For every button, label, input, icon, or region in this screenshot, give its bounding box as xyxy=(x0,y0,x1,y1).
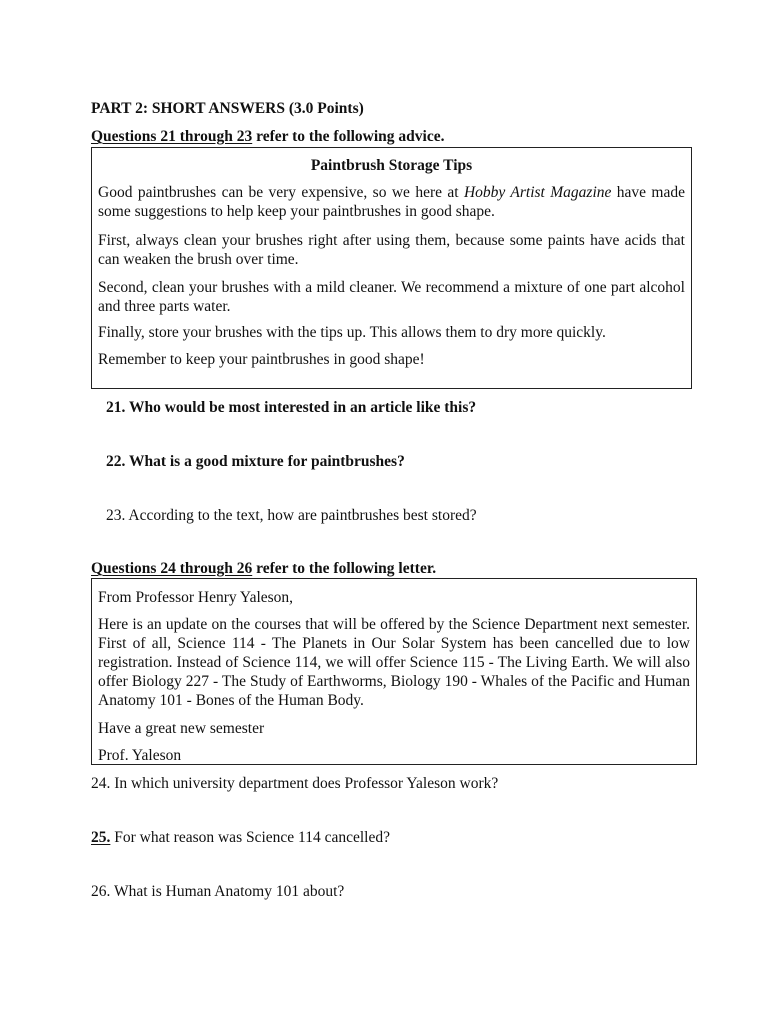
question-26: 26. What is Human Anatomy 101 about? xyxy=(91,883,345,900)
magazine-name: Hobby Artist Magazine xyxy=(463,184,612,201)
section-1-intro-text: refer to the following advice. xyxy=(252,128,445,145)
letter-body: Here is an update on the courses that will be offered by the Science Department next semester. First of all, Science 114 - The Planets in Our Solar System has been cancelled due to low registration. Instead of Science 114, we will offer Science 115 - The Living Earth. We will also offer Biology 227 - The Study of Earthworms, Biology 190 - Whales of the Pacific and Human Anatomy 101 - Bones of the Human Body. xyxy=(98,616,690,709)
advice-p1-end: have made some suggestions to help keep your paintbrushes in good shape. xyxy=(98,184,686,220)
letter-closing: Have a great new semester xyxy=(98,720,265,737)
question-24: 24. In which university department does Professor Yaleson work? xyxy=(91,775,499,792)
advice-paragraph-2: First, always clean your brushes right after using them, because some paints have acids that can weaken the brush over time. xyxy=(98,232,685,268)
part-title: PART 2: SHORT ANSWERS (3.0 Points) xyxy=(91,100,364,117)
advice-paragraph-3: Second, clean your brushes with a mild cleaner. We recommend a mixture of one part alcohol and three parts water. xyxy=(98,279,685,315)
question-22: 22. What is a good mixture for paintbrushes? xyxy=(106,453,405,470)
question-25-number: 25. xyxy=(91,829,111,846)
section-2-intro xyxy=(91,559,436,578)
letter-box xyxy=(91,578,697,765)
advice-paragraph-1 xyxy=(98,183,685,221)
section-2-intro-text: refer to the following letter. xyxy=(252,560,437,577)
question-23: 23. According to the text, how are paintbrushes best stored? xyxy=(106,507,477,524)
letter-greeting: From Professor Henry Yaleson, xyxy=(98,589,294,606)
section-1-intro xyxy=(91,127,445,146)
letter-signature: Prof. Yaleson xyxy=(98,747,182,764)
advice-title: Paintbrush Storage Tips xyxy=(310,157,473,174)
section-1-intro-range: Questions 21 through 23 xyxy=(91,128,253,145)
advice-p1-start: Good paintbrushes can be very expensive, so we here at xyxy=(98,184,464,201)
question-25 xyxy=(91,828,390,847)
advice-box xyxy=(91,147,692,389)
section-2-intro-range: Questions 24 through 26 xyxy=(91,560,253,577)
advice-paragraph-4: Finally, store your brushes with the tips up. This allows them to dry more quickly. xyxy=(98,324,606,341)
question-25-text: For what reason was Science 114 cancelled? xyxy=(110,829,390,846)
advice-paragraph-5: Remember to keep your paintbrushes in good shape! xyxy=(98,351,425,368)
question-21: 21. Who would be most interested in an article like this? xyxy=(106,399,477,416)
